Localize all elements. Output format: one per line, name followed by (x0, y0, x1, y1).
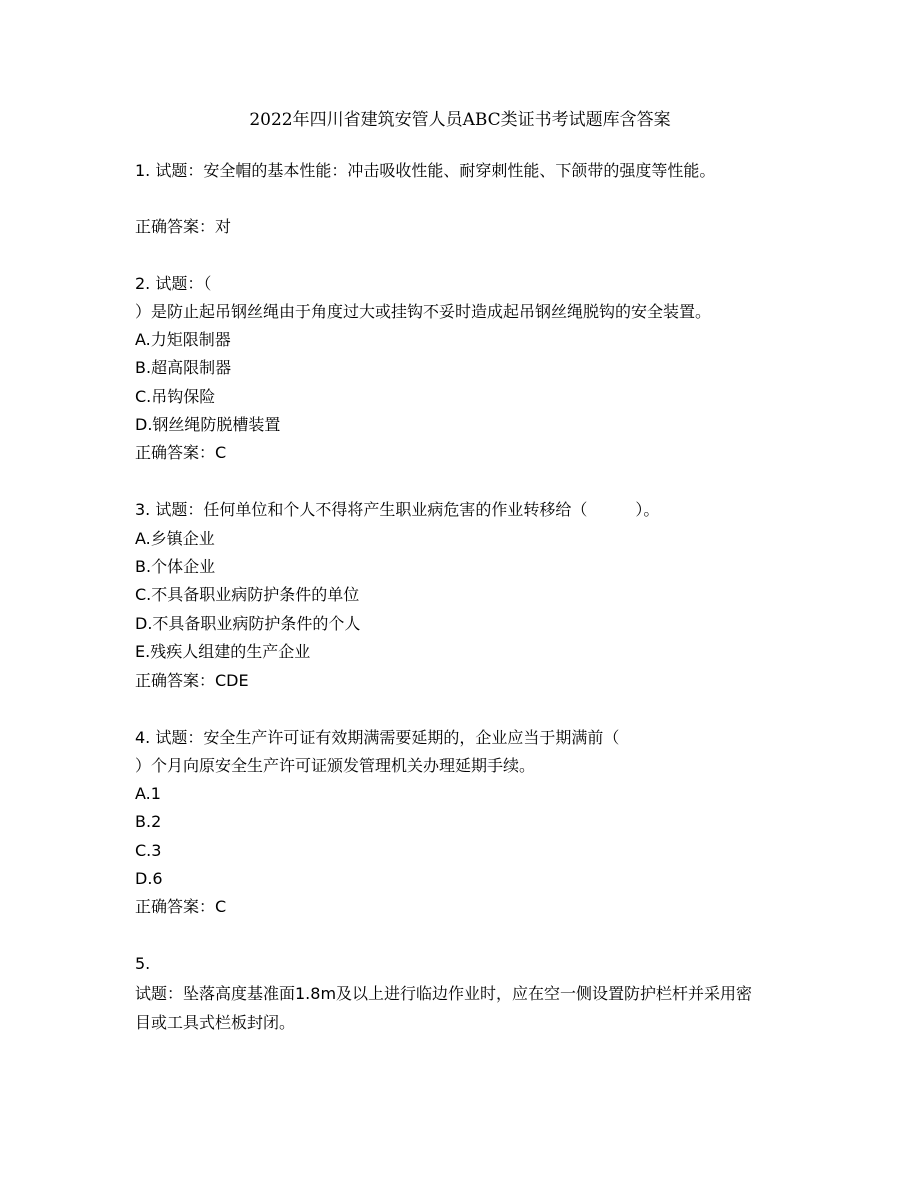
question-2-option-c: C.吊钩保险 (135, 387, 216, 406)
question-3-option-a: A.乡镇企业 (135, 529, 215, 548)
question-4-option-b: B.2 (135, 812, 162, 831)
question-2-option-b: B.超高限制器 (135, 358, 232, 377)
question-4-option-a: A.1 (135, 784, 161, 803)
document-title: 2022年四川省建筑安管人员ABC类证书考试题库含答案 (249, 110, 671, 130)
question-1-answer: 正确答案：对 (135, 217, 232, 236)
question-5-text-line2: 目或工具式栏板封闭。 (135, 1013, 296, 1032)
question-4-text-line2: ）个月向原安全生产许可证颁发管理机关办理延期手续。 (135, 756, 536, 775)
question-2-text-line2: ）是防止起吊钢丝绳由于角度过大或挂钩不妥时造成起吊钢丝绳脱钩的安全装置。 (135, 302, 712, 321)
question-3-option-d: D.不具备职业病防护条件的个人 (135, 614, 361, 633)
question-3-option-b: B.个体企业 (135, 557, 216, 576)
question-5-text-line1: 试题：坠落高度基准面1.8m及以上进行临边作业时，应在空一侧设置防护栏杆并采用密 (135, 984, 753, 1003)
question-2-option-d: D.钢丝绳防脱槽装置 (135, 415, 281, 434)
question-2-option-a: A.力矩限制器 (135, 330, 231, 349)
question-1-text: 1. 试题：安全帽的基本性能：冲击吸收性能、耐穿刺性能、下颌带的强度等性能。 (135, 161, 716, 180)
question-2-text-line1: 2. 试题：（ (135, 274, 212, 293)
question-2-answer: 正确答案：C (135, 443, 227, 462)
question-3-option-e: E.残疾人组建的生产企业 (135, 642, 311, 661)
question-4-option-c: C.3 (135, 841, 162, 860)
question-3-text: 3. 试题：任何单位和个人不得将产生职业病危害的作业转移给（ ）。 (135, 500, 660, 519)
question-3-answer: 正确答案：CDE (135, 671, 249, 690)
question-3-option-c: C.不具备职业病防护条件的单位 (135, 585, 360, 604)
question-4-option-d: D.6 (135, 869, 163, 888)
question-5-number: 5. (135, 954, 151, 973)
question-4-text-line1: 4. 试题：安全生产许可证有效期满需要延期的，企业应当于期满前（ (135, 728, 620, 747)
question-4-answer: 正确答案：C (135, 897, 227, 916)
